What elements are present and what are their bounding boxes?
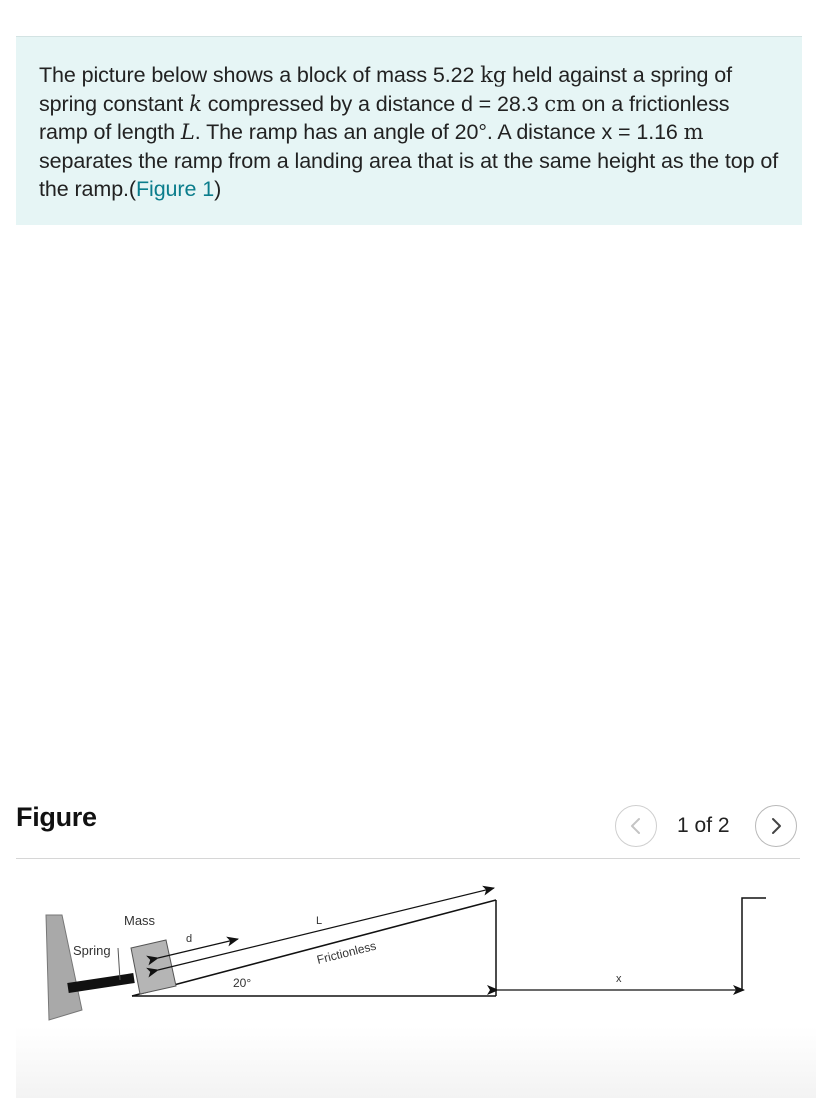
problem-text-part: The picture below shows a block of mass 5.22: [39, 63, 481, 87]
frictionless-label: Frictionless: [315, 938, 378, 967]
d-unit: cm: [544, 91, 576, 116]
d-arrow: [158, 939, 238, 958]
landing-area: [740, 898, 766, 990]
problem-text-part: . The ramp has an angle of 20°. A distance x = 1.16: [194, 120, 684, 144]
problem-text-part: ): [214, 177, 222, 201]
problem-text-part: compressed by a distance d = 28.3: [201, 91, 545, 116]
L-label: L: [316, 915, 323, 927]
figure-title: Figure: [16, 802, 97, 832]
L-symbol: L: [180, 120, 195, 144]
mass-label: Mass: [124, 913, 156, 928]
spring-shape: [68, 978, 134, 988]
previous-figure-button[interactable]: [615, 805, 657, 847]
spring-pointer: [118, 948, 120, 980]
problem-text: [39, 61, 780, 204]
problem-text-part: on a frictionless ramp of length: [39, 91, 730, 144]
ramp-surface: [132, 900, 496, 996]
mass-unit: kg: [480, 63, 507, 87]
chevron-right-icon: [769, 817, 783, 835]
figure-header: [16, 795, 800, 859]
d-label: d: [186, 933, 193, 945]
problem-statement-panel: [16, 36, 802, 225]
next-figure-button[interactable]: [755, 805, 797, 847]
angle-label: 20°: [233, 976, 252, 990]
wall-shape: [46, 915, 82, 1020]
problem-text-part: held against a spring of spring constant: [39, 63, 733, 116]
figure-1-link[interactable]: Figure 1: [135, 177, 215, 201]
figure-pager: 1 of 2: [677, 814, 730, 837]
problem-text-part: separates the ramp from a landing area that is at the same height as the top of the ramp.(: [39, 148, 779, 201]
chevron-left-icon: [629, 817, 643, 835]
figure-image: [16, 860, 816, 1098]
k-symbol: k: [189, 91, 202, 116]
spring-label: Spring: [73, 943, 111, 958]
x-unit: m: [683, 120, 704, 144]
ramp-diagram: [16, 860, 816, 1098]
x-label: x: [616, 973, 622, 985]
